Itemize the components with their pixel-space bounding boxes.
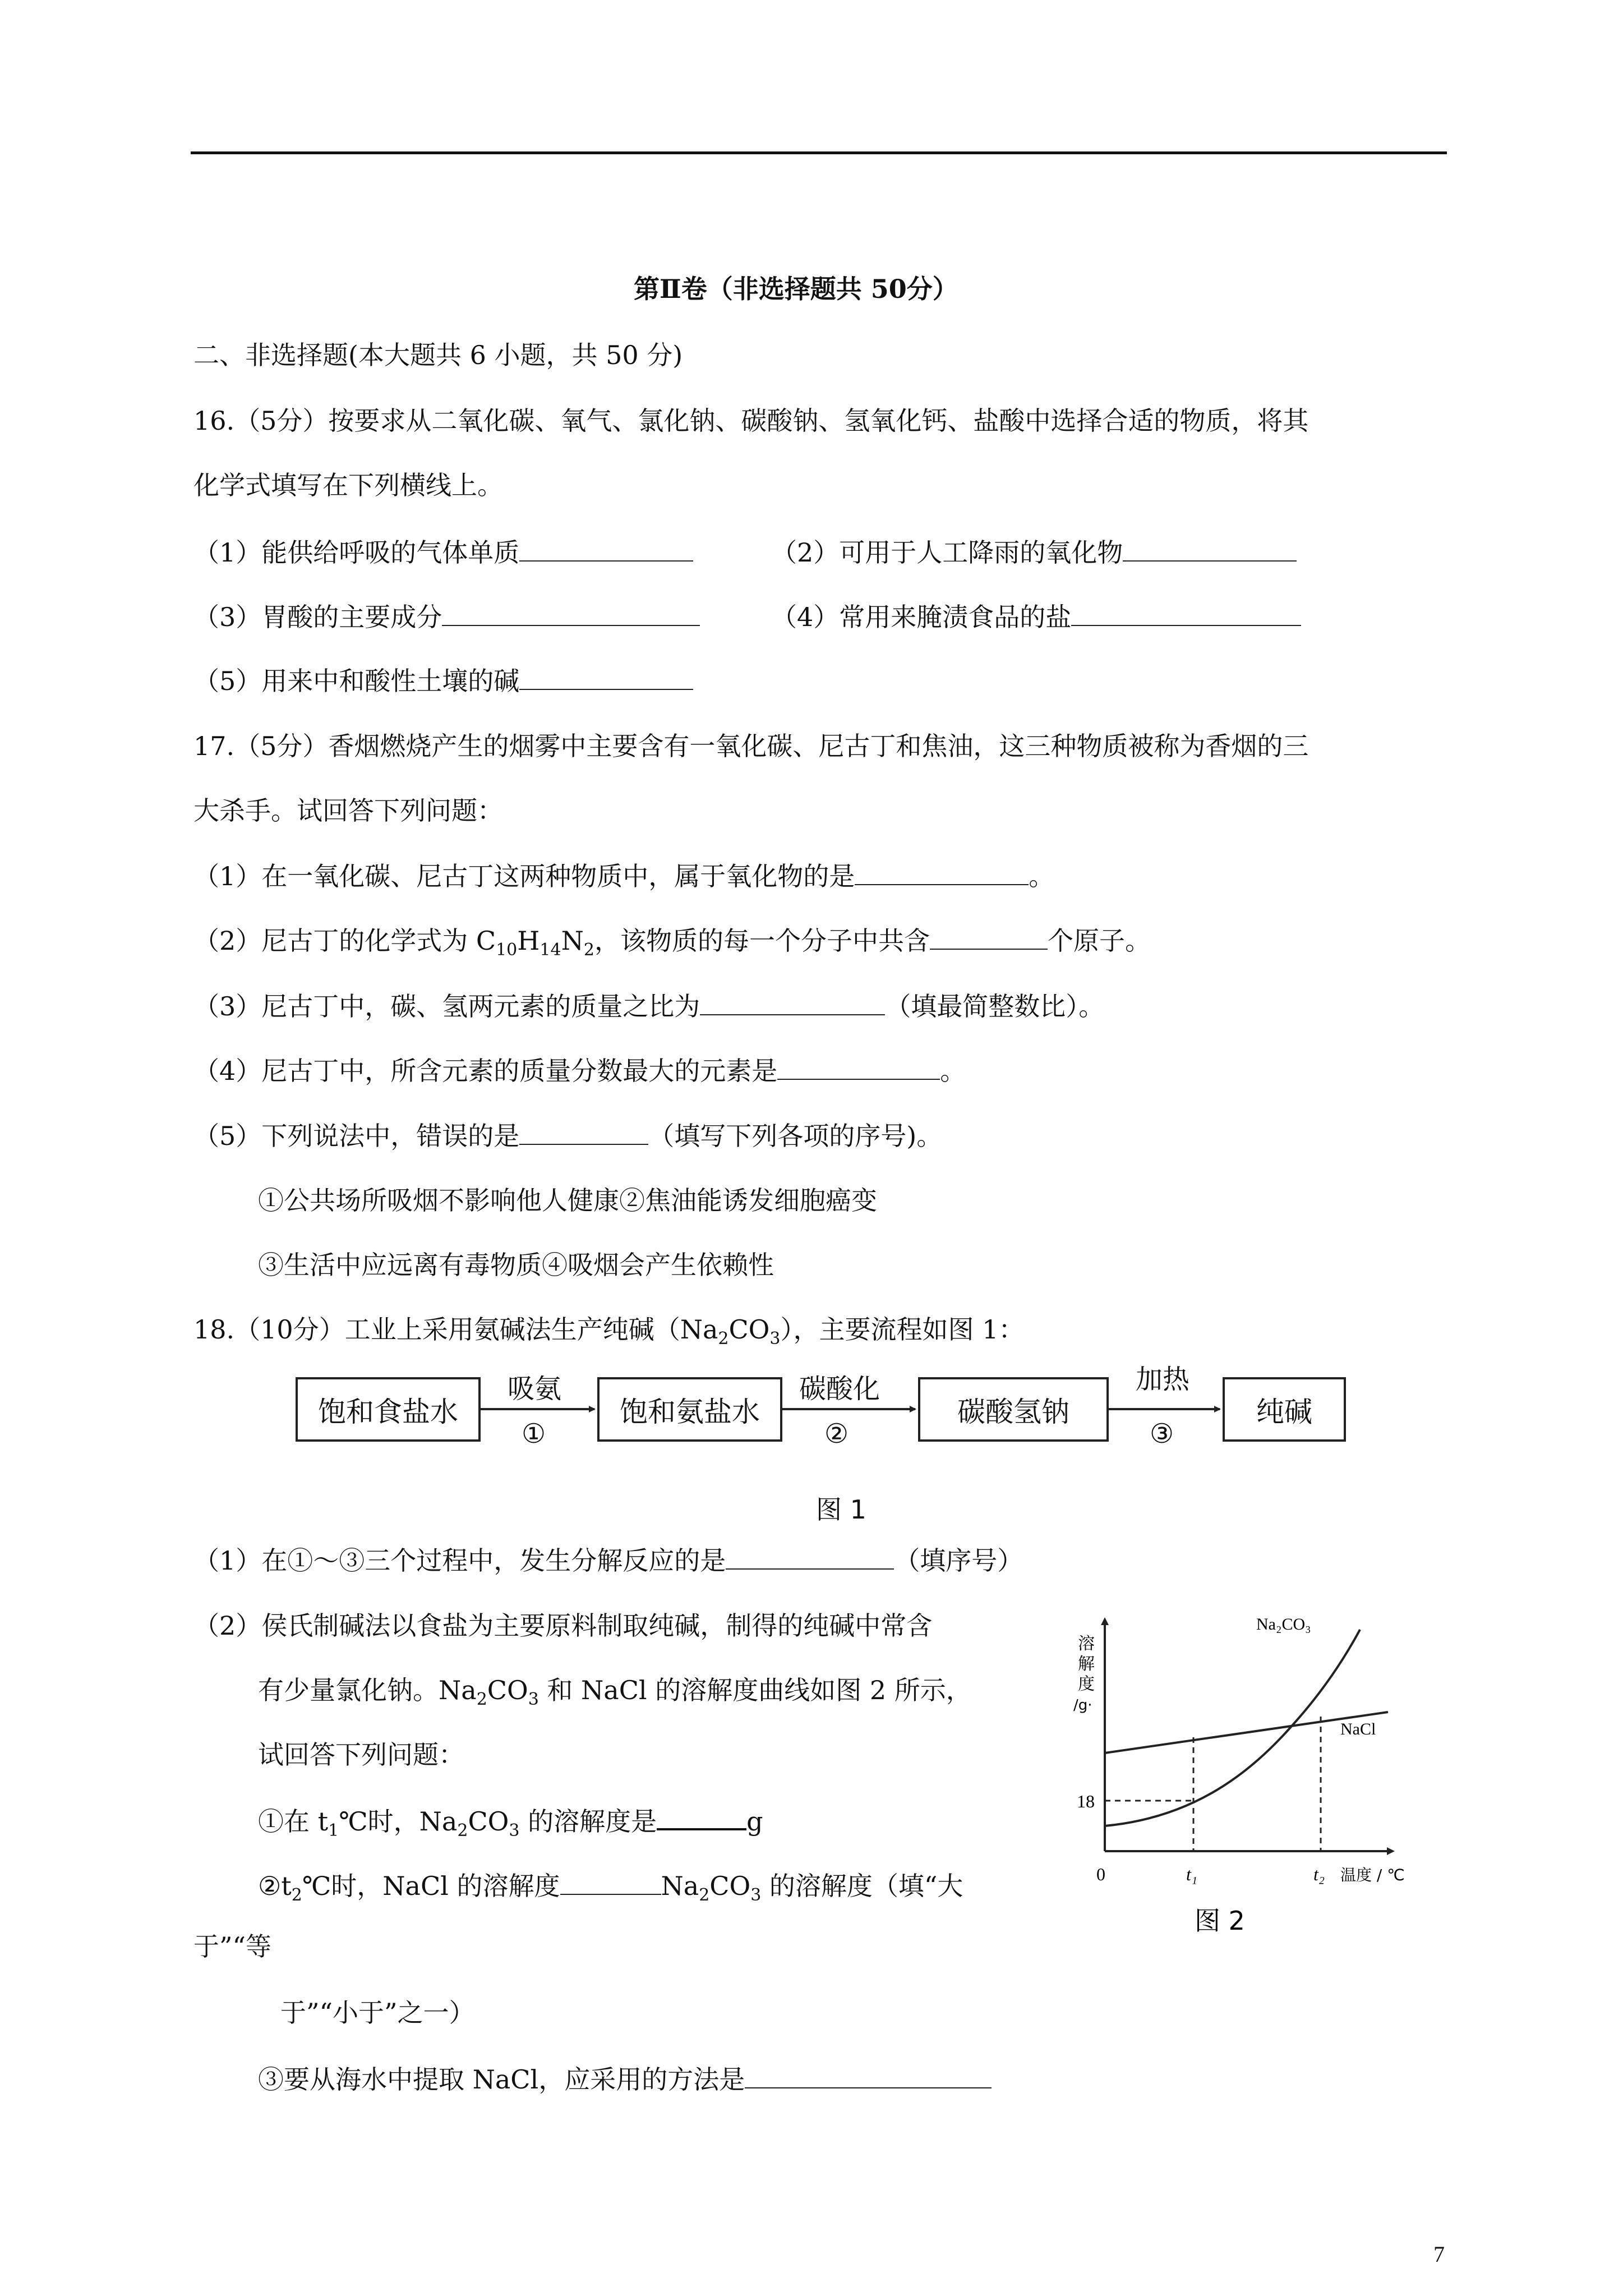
page-number: 7 (1433, 2242, 1445, 2267)
q17-item5: （5）下列说法中，错误的是 （填写下列各项的序号)。 (193, 1118, 942, 1153)
q17-stem-line1: 17.（5分）香烟燃烧产生的烟雾中主要含有一氧化碳、尼古丁和焦油，这三种物质被称为香烟的三 (193, 731, 1309, 761)
q17-item2: （2）尼古丁的化学式为 $C_{10}H_{14}N_2$，该物质的每一个分子中共含 个原子。 (193, 923, 1151, 958)
x-axis-unit: 温度 / ℃ (1340, 1866, 1405, 1884)
flow-arrow-2-bottom: ② (824, 1418, 849, 1450)
q18-sub3: ③要从海水中提取 NaCl，应采用的方法是 (258, 2062, 992, 2096)
q17-item4: （4）尼古丁中，所含元素的质量分数最大的元素是 。 (193, 1053, 966, 1088)
q16-item5: （5）用来中和酸性土壤的碱 (193, 663, 693, 698)
q18-stem: 18.（10分）工业上采用氨碱法生产纯碱$(Na_2CO_3)$，主要流程如图 1： (193, 1314, 1025, 1349)
flow-arrow-3-top: 加热 (1136, 1364, 1190, 1395)
part-heading: 二、非选择题(本大题共 6 小题，共 50 分) (193, 340, 683, 370)
y-label-3: 度 (1078, 1674, 1095, 1694)
flow-arrow-3-bottom: ③ (1150, 1418, 1174, 1450)
q16-stem-line2: 化学式填写在下列横线上。 (193, 470, 503, 500)
q18-sub2-wrap1: 于”“等 (193, 1931, 272, 1962)
figure1-caption: 图 1 (816, 1494, 866, 1525)
label-nacl: NaCl (1340, 1720, 1376, 1738)
flow-arrow-1-top: 吸氨 (508, 1373, 562, 1405)
label-na2co3: Na₂CO₃ (1256, 1615, 1311, 1634)
flow-box-3: 碳酸氢钠 (918, 1377, 1109, 1442)
q18-blank1[interactable] (726, 1543, 894, 1570)
tick-0: 0 (1096, 1864, 1105, 1884)
tick-t2: t₂ (1313, 1864, 1325, 1884)
q18-sub3-blank[interactable] (745, 2062, 992, 2088)
figure2-caption: 图 2 (1195, 1906, 1245, 1936)
q17-item3: （3）尼古丁中，碳、氢两元素的质量之比为 （填最简整数比）。 (193, 988, 1104, 1023)
series-na2co3-curve (1105, 1630, 1360, 1826)
solubility-chart (1066, 1604, 1458, 1952)
y-label-4: /g· (1073, 1697, 1092, 1714)
q18-sub2: $②t_2℃$时，NaCl 的溶解度 $Na_2CO_3$ 的溶解度（填“大 (258, 1868, 963, 1903)
q18-sub1-blank[interactable] (657, 1802, 746, 1830)
q17-item1: （1）在一氧化碳、尼古丁这两种物质中，属于氧化物的是 。 (193, 858, 1054, 893)
tick-t1: t₁ (1186, 1864, 1198, 1884)
y-label-2: 解 (1078, 1654, 1095, 1674)
q17-options-line1: ①公共场所吸烟不影响他人健康②焦油能诱发细胞癌变 (258, 1185, 877, 1216)
q18-item2-line1: （2）侯氏制碱法以食盐为主要原料制取纯碱，制得的纯碱中常含 (193, 1611, 933, 1641)
q16-item1: （1）能供给呼吸的气体单质 (193, 535, 693, 569)
q18-sub1: ①在 $t_1℃$时，$Na_2CO_3$ 的溶解度是 g (258, 1802, 763, 1838)
q17-stem-line2: 大杀手。试回答下列问题： (193, 795, 503, 826)
q18-sub2-blank[interactable] (560, 1868, 661, 1895)
q16-stem-line1: 16.（5分）按要求从二氧化碳、氧气、氯化钠、碳酸钠、氢氧化钙、盐酸中选择合适的物质，将其 (193, 406, 1309, 436)
flow-arrow-1-bottom: ① (522, 1418, 546, 1450)
flow-box-2: 饱和氨盐水 (597, 1377, 782, 1442)
flow-box-1: 饱和食盐水 (296, 1377, 481, 1442)
q18-item1: （1）在①～③三个过程中，发生分解反应的是 （填序号） (193, 1543, 1023, 1577)
q16-item2: （2）可用于人工降雨的氧化物 (771, 535, 1297, 569)
q18-item2-line3: 试回答下列问题： (258, 1740, 464, 1770)
q16-item3: （3）胃酸的主要成分 (193, 599, 700, 634)
y-label-1: 溶 (1078, 1634, 1095, 1654)
q16-item4: （4）常用来腌渍食品的盐 (771, 599, 1301, 634)
section-title: 第Ⅱ卷（非选择题共 50分） (634, 274, 958, 304)
q17-options-line2: ③生活中应远离有毒物质④吸烟会产生依赖性 (258, 1250, 774, 1280)
q18-sub2-wrap2: 于”“小于”之一） (280, 1998, 475, 2028)
flow-box-4: 纯碱 (1223, 1377, 1346, 1442)
q18-item2-line2: 有少量氯化钠。$Na_2CO_3$ 和 NaCl 的溶解度曲线如图 2 所示， (258, 1675, 972, 1710)
flow-arrow-2-top: 碳酸化 (799, 1373, 880, 1405)
tick-18: 18 (1077, 1791, 1095, 1811)
